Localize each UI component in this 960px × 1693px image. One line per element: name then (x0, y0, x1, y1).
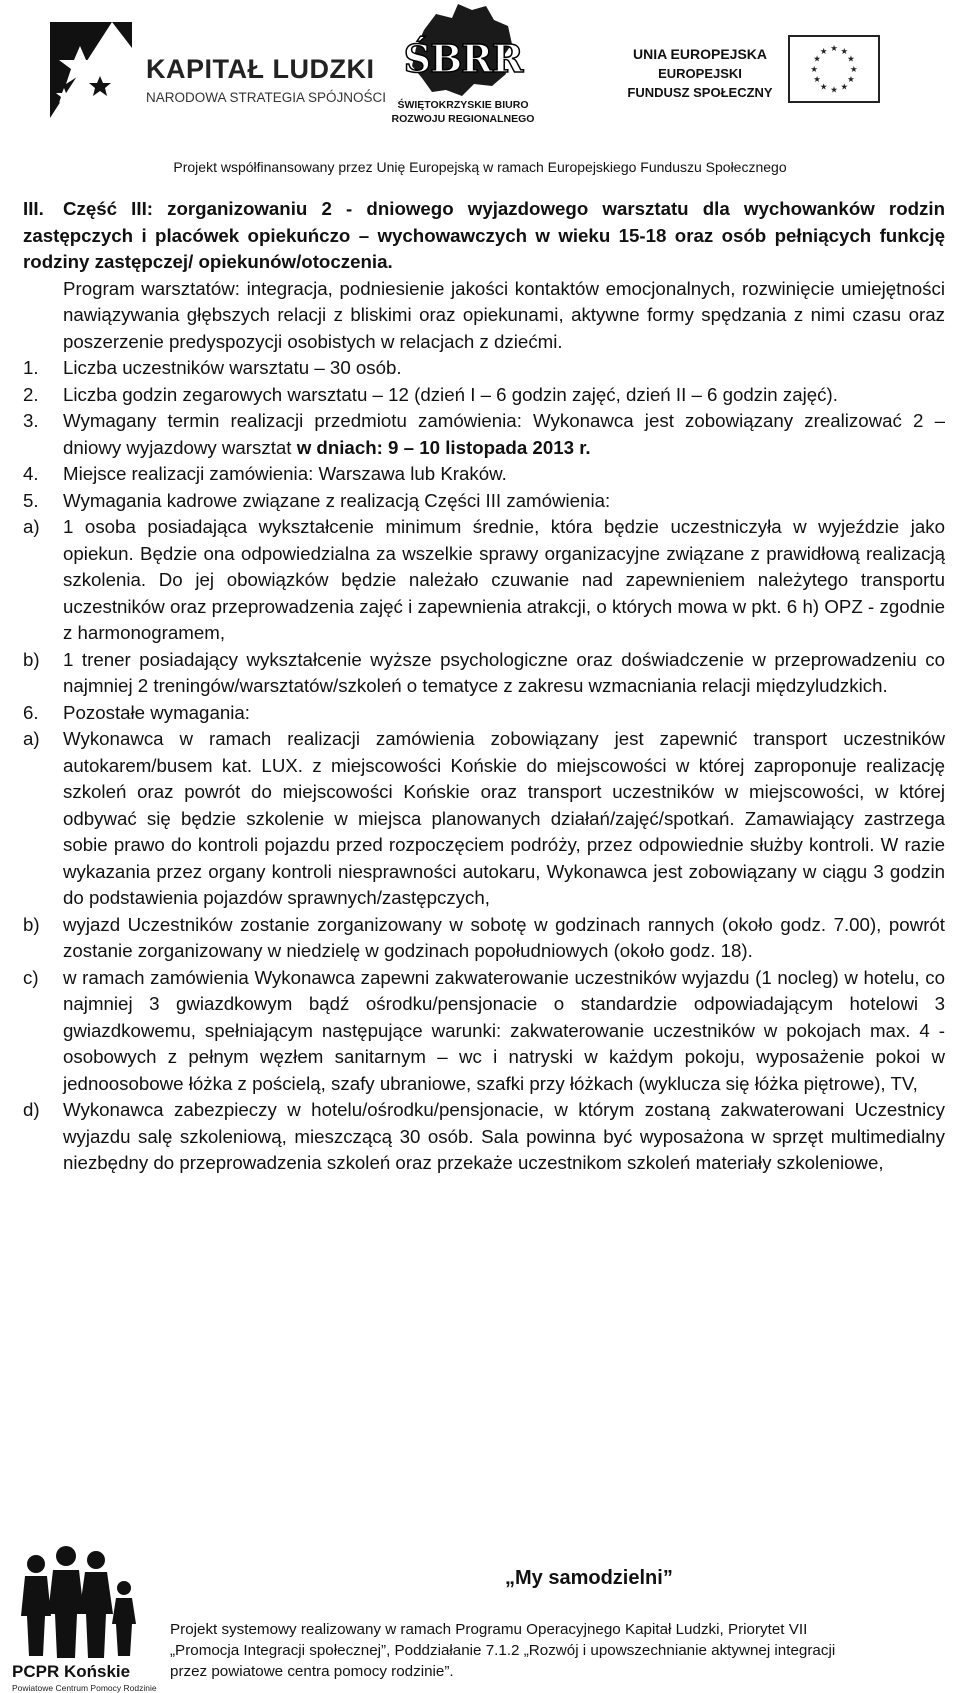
sbrr-logo (388, 0, 588, 135)
section-heading (23, 196, 945, 276)
program-paragraph: Program warsztatów: integracja, podniesienie jakości kontaktów emocjonalnych, rozwinięcie umiejętności nawiązywania głębszych relacji z bliskimi oraz opiekunami, aktywne formy spędzania z nimi czasu oraz poszerzenie predyspozycji osobistych w relacjach z dziećmi. (63, 277, 945, 352)
list-item: 2. Liczba godzin zegarowych warsztatu – 12 (dzień I – 6 godzin zajęć, dzień II – 6 godzin zajęć). (23, 383, 838, 405)
page-header (0, 0, 960, 175)
requirement-item: d) Wykonawca zabezpieczy w hotelu/ośrodku/pensjonacie, w którym zostaną zakwaterowani Uczestnicy wyjazdu salę szkoleniową, mieszczącą 30 osób. Sala powinna być wyposażona w sprzęt multimedialny niezbędny do przeprowadzenia szkoleń oraz przekaże uczestnikom szkoleń materiały szkoleniowe, (23, 1099, 945, 1173)
svg-text:★: ★ (813, 53, 821, 64)
sbrr-wordmark: ŚBRR (403, 36, 523, 81)
project-note-line2: „Promocja Integracji społecznej”, Poddziałanie 7.1.2 „Rozwój i upowszechnianie aktywnej integracji (170, 1642, 836, 1659)
staff-item: a) 1 osoba posiadająca wykształcenie minimum średnie, która będzie uczestniczyła w wyjeździe jako opiekun. Będzie ona odpowiedzialna za wszelkie sprawy organizacyjne związane z prawidłową realizacją szkolenia. Do jej obowiązków będzie należało czuwanie nad zapewnieniem należytego transportu uczestników oraz przeprowadzenia zajęć i zapewnienia atrakcji, o których mowa w pkt. 6 h) OPZ - zgodnie z harmonogramem, (23, 516, 945, 643)
kapital-ludzki-title: KAPITAŁ LUDZKI (146, 54, 375, 84)
svg-text:★: ★ (830, 84, 838, 95)
eu-line1: UNIA EUROPEJSKA (632, 46, 768, 62)
project-motto: „My samodzielni” (505, 1567, 673, 1589)
staff-item: b) 1 trener posiadający wykształcenie wyższe psychologiczne oraz doświadczenie w przeprowadzeniu co najmniej 2 treningów/warsztatów/szkoleń o tematyce z zakresu wzmacniania relacji międzyludzkich. (23, 648, 945, 696)
pcpr-subtitle: Powiatowe Centrum Pomocy Rodzinie (12, 1683, 157, 1693)
requirement-item: b) wyjazd Uczestników zostanie zorganizowany w sobotę w godzinach rannych (około godz. 7.00), powrót zostanie zorganizowany w niedzielę w godzinach popołudniowych (około godz. 18). (23, 913, 945, 961)
svg-text:★: ★ (819, 81, 828, 92)
kapital-ludzki-logo (22, 18, 387, 123)
list-item: 4. Miejsce realizacji zamówienia: Warszawa lub Kraków. (23, 463, 507, 484)
eu-logo (620, 35, 950, 115)
requirement-item: c) w ramach zamówienia Wykonawca zapewni zakwaterowanie uczestników wyjazdu (1 nocleg) w hotelu, co najmniej 3 gwiazdkowym bądź ośrodku/pensjonacie o standardzie odpowiadającym hotelowi 3 gwiazdkowemu, spełniającym następujące warunki: zakwaterowanie uczestników w pokojach max. 4 - osobowych z pełnym węzłem sanitarnym – wc i natryski w każdym pokoju, wyposażenie pokoi w jednoosobowe łóżka z pościelą, szafy ubraniowe, szafki przy łóżkach (wyklucza się łóżka piętrowe), TV, (23, 966, 945, 1094)
svg-text:★: ★ (840, 45, 849, 56)
section-number: III. (23, 198, 44, 219)
date-highlight: w dniach: 9 – 10 listopada 2013 r. (296, 436, 591, 458)
requirement-item: a) Wykonawca w ramach realizacji zamówienia zobowiązany jest zapewnić transport uczestników autokarem/busem kat. LUX. z miejscowości Końskie do miejscowości w której zaproponuje realizację szkoleń oraz powrót do miejscowości Końskie oraz transport uczestników w miejscowości, w której odbywać się będzie szkolenie w miejsca planowanych działań/zajęć/spotkań. Zamawiający zastrzega sobie prawo do kontroli pojazdu przed rozpoczęciem podróży, przez odpowiednie służby kontroli. W razie wykazania przez organy kontroli niesprawności autokaru, Wykonawca jest zobowiązany w ciągu 3 godzin do podstawienia pojazdów sprawnych/zastępczych, (23, 728, 945, 908)
project-note-line1: Projekt systemowy realizowany w ramach Programu Operacyjnego Kapitał Ludzki, Priorytet VII (170, 1621, 808, 1638)
cofinancing-note: Projekt współfinansowany przez Unię Europejską w ramach Europejskiego Funduszu Społecznego (173, 159, 787, 175)
svg-text:★: ★ (819, 45, 828, 56)
svg-text:★: ★ (813, 74, 821, 85)
svg-text:★: ★ (840, 81, 849, 92)
svg-text:★: ★ (847, 53, 855, 64)
list-item: 5. Wymagania kadrowe związane z realizacją Części III zamówienia: (23, 489, 611, 511)
document-body (23, 196, 945, 1177)
eu-line3: FUNDUSZ SPOŁECZNY (627, 85, 773, 100)
page-footer (0, 1540, 960, 1693)
project-note-line3: przez powiatowe centra pomocy rodzinie”. (170, 1663, 454, 1680)
project-note (170, 1619, 940, 1682)
family-silhouette-icon (6, 1540, 146, 1660)
section-title: Część III: zorganizowaniu 2 - dniowego wyjazdowego warsztatu dla wychowanków rodzin zastępczych i placówek opiekuńczo – wychowawczych w wieku 15-18 oraz osób pełniących funkcję rodziny zastępczej/ opiekunów/otoczenia. (23, 198, 945, 272)
kapital-ludzki-emblem-icon (42, 18, 137, 123)
eu-flag-icon (788, 35, 880, 103)
list-item: 1. Liczba uczestników warsztatu – 30 osób. (23, 357, 402, 378)
eu-line2: EUROPEJSKI (658, 66, 742, 81)
list-item: 3. Wymagany termin realizacji przedmiotu zamówienia: Wykonawca jest zobowiązany zrealizować 2 – dniowy wyjazdowy warsztat w dniach: 9 – 10 listopada 2013 r. (23, 410, 945, 458)
sbrr-caption-line2: ROZWOJU REGIONALNEGO (391, 113, 535, 125)
eu-text (620, 45, 780, 102)
svg-text:★: ★ (830, 43, 838, 54)
svg-text:★: ★ (810, 63, 819, 74)
svg-text:★: ★ (849, 63, 858, 74)
kapital-ludzki-subtitle: NARODOWA STRATEGIA SPÓJNOŚCI (146, 90, 387, 105)
pcpr-name: PCPR Końskie (12, 1662, 131, 1681)
svg-text:★: ★ (847, 74, 855, 85)
sbrr-caption-line1: ŚWIĘTOKRZYSKIE BIURO (397, 99, 529, 111)
list-item: 6. Pozostałe wymagania: (23, 701, 250, 723)
pcpr-logo (6, 1540, 157, 1693)
